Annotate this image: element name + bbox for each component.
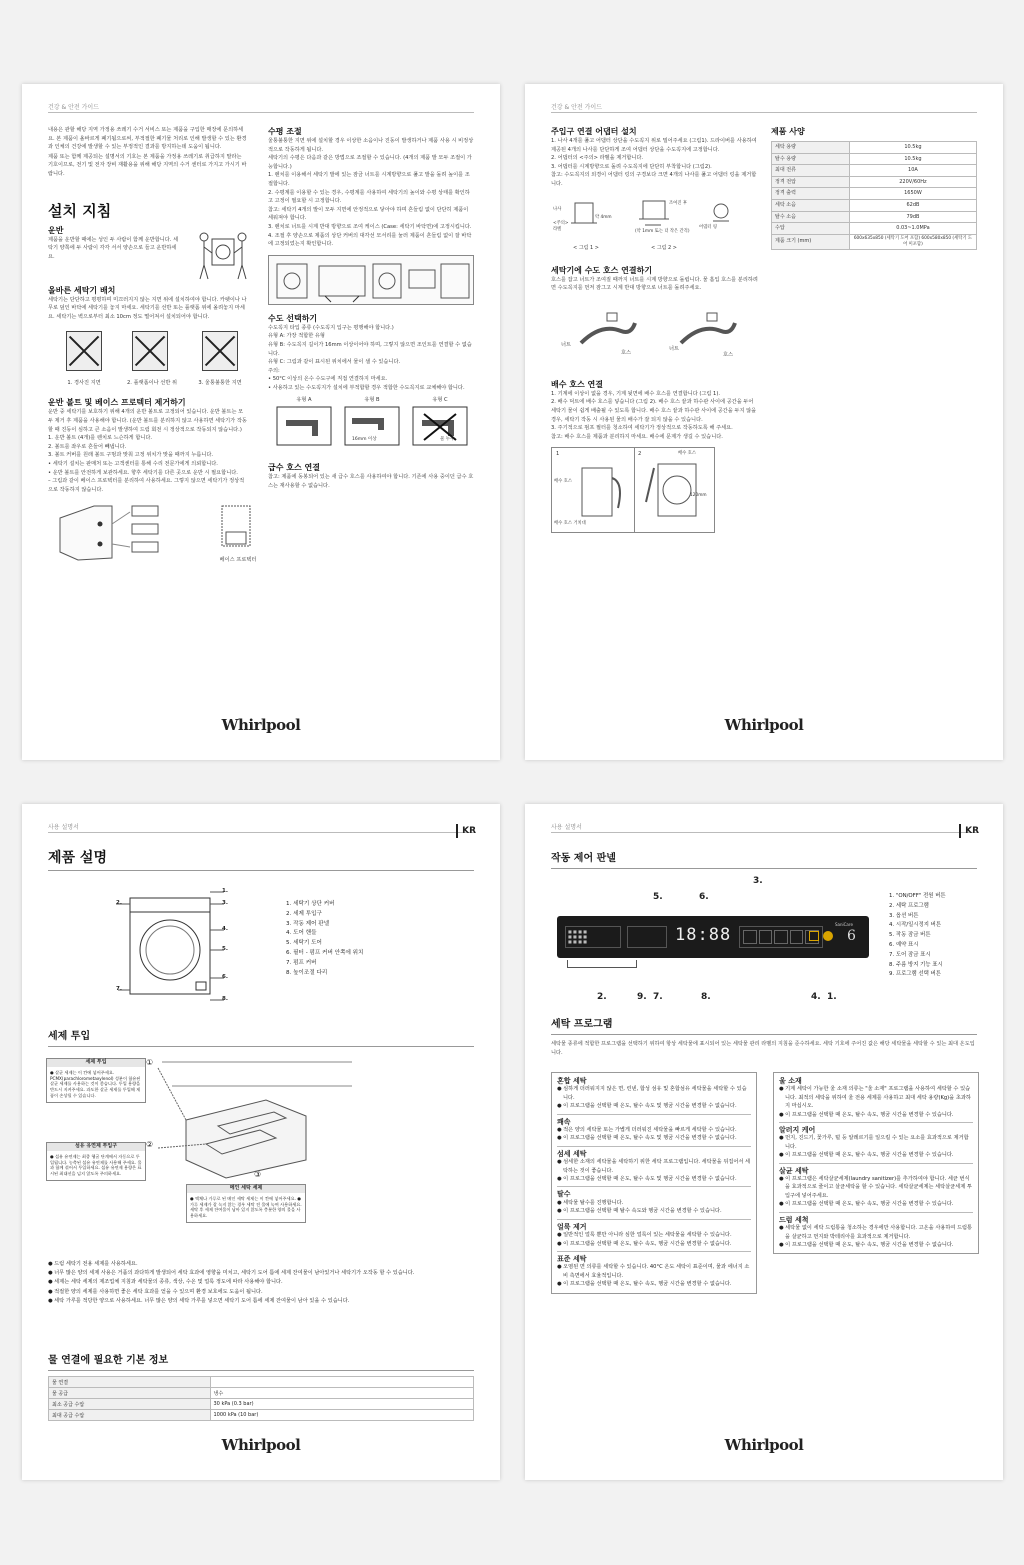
main-detergent-box bbox=[186, 1184, 306, 1223]
inlet-label-hose: 호스 bbox=[621, 349, 632, 356]
faucet-text: 수도꼭지 타입 종류 (수도꼭지 입구는 평행해야 합니다.) bbox=[268, 324, 394, 331]
spec-row: 탈수 용량 10.5kg bbox=[772, 153, 977, 165]
bolt-note: – 그림과 같이 베이스 프로텍터를 분리하여 사용하세요. 그렇지 않으면 세탁기가 정상적으로 작동하지 않습니다. bbox=[48, 478, 245, 493]
six-sense-logo: 6 bbox=[847, 928, 856, 944]
inlet-heading: 세탁기에 수도 호스 연결하기 bbox=[551, 265, 653, 275]
right-column bbox=[268, 126, 474, 491]
sloped-floor-x-icon bbox=[66, 331, 102, 371]
part-num: 4. bbox=[222, 926, 228, 932]
program-name: 알러지 케어 bbox=[779, 1126, 816, 1135]
softener-box bbox=[46, 1142, 146, 1181]
page-control-panel bbox=[525, 804, 1003, 1480]
placement-heading: 올바른 세탁기 배치 bbox=[48, 285, 116, 295]
whirlpool-logo: Whirlpool bbox=[221, 716, 301, 734]
header-divider bbox=[48, 832, 474, 833]
level-step: 1. 렌치를 이용해서 세탁기 발에 있는 잠금 너트를 시계방향으로 풀고 발을 돌려 높이를 조절합니다. bbox=[268, 172, 470, 187]
detergent-heading: 세제 투입 bbox=[48, 1031, 91, 1042]
transport-text: 제품을 운반할 때에는 성인 두 사람이 함께 운반합니다. 세탁기 양쪽에 두 사람이 각각 서서 양손으로 들고 운반하세요. bbox=[48, 236, 179, 260]
drain-label-hose: 배수 호스 bbox=[678, 451, 696, 457]
detergent-drawer-illustration bbox=[156, 1060, 356, 1180]
hose-text: 참고: 제품에 동봉되어 있는 새 급수 호스를 사용하여야 합니다. 기존에 사용 중이던 급수 호스는 재사용할 수 없습니다. bbox=[268, 474, 474, 490]
part-num: 2. bbox=[116, 900, 122, 906]
washer-diagram bbox=[114, 886, 234, 1006]
program-name: 섬세 세탁 bbox=[557, 1149, 587, 1158]
sanicare-badge: SaniCare bbox=[835, 922, 853, 927]
faucet-text: 유형 B: 수도꼭지 길이가 16mm 이상이어야 하며, 그렇지 않으면 조인트를 연결할 수 없습니다. bbox=[268, 341, 472, 357]
digit-display: 18:88 bbox=[675, 925, 732, 945]
left-column bbox=[48, 126, 257, 568]
adapter-fig2-caption: < 그림 2 > bbox=[651, 244, 677, 251]
program-name: 표준 세탁 bbox=[557, 1254, 587, 1263]
drain-label-height: 120mm bbox=[690, 493, 707, 499]
page-health-safety-2 bbox=[525, 84, 1003, 760]
program-desc: ● 섬세한 소재의 세탁물을 세탁하기 위한 세탁 프로그램입니다. 세탁물을 뒤집어서 세탁하는 것이 좋습니다. bbox=[557, 1159, 751, 1174]
program-name: 드럼 세척 bbox=[779, 1215, 809, 1224]
program-desc: ● 세탁물 탈수를 진행합니다. bbox=[557, 1199, 624, 1206]
part-num: 3. bbox=[222, 900, 228, 906]
program-desc: ● 이 프로그램을 선택할 때 탈수 속도와 헹굼 시간을 변경할 수 있습니다. bbox=[557, 1208, 722, 1215]
parts-list bbox=[286, 900, 363, 978]
intro-paragraph: 내용은 관할 해당 지역 가정용 쓰레기 수거 서비스 또는 제품을 구입한 매장에 문의하세요. 본 제품이 올바르게 폐기됨으로써, 부적절한 폐기물 처리로 인해 발생할 수 있는 환경과 인체의 건강에 발생할 수 있는 부정적인 결과를 방지하는데 도움이 됩니다. bbox=[48, 127, 247, 151]
adapter-label-tightened: 조여진 후 bbox=[669, 200, 687, 206]
program-heading: 세탁 프로그램 bbox=[551, 1019, 613, 1030]
adapter-note: 참고: 수도꼭지의 외경이 어댑터 링의 구경보다 크면 4개의 나사를 풀고 어댑터 링을 제거합니다. bbox=[551, 172, 757, 187]
control-item: 1. "ON/OFF" 전원 버튼 bbox=[889, 893, 946, 899]
faucet-types-figure bbox=[268, 396, 474, 458]
program-desc: ● 오염된 면 의류를 세탁할 수 있습니다. 40°C 온도 세탁이 표준이며, 물과 에너지 소비 측면에서 효율적입니다. bbox=[557, 1264, 750, 1279]
program-intro: 세탁물 종류에 적합한 프로그램을 선택하기 위하여 항상 세탁물에 표시되어 있는 세탁물 관리 라벨의 지침을 준수하세요. 세탁 기호에 주어진 값은 해당 세탁물을 세탁할 수 있는 최대 온도입니다. bbox=[551, 1041, 975, 1056]
spec-row: 정격 출력 1650W bbox=[772, 188, 977, 200]
detergent-note: ● 세제는 세탁 세제의 제조업체 지침과 세탁물의 종류, 색상, 수온 및 얼룩 정도에 따라 사용해야 합니다. bbox=[48, 1279, 283, 1286]
control-item: 4. 시작/일시정지 버튼 bbox=[889, 922, 942, 929]
detergent-note: ● 적절한 양의 세제를 사용하면 좋은 세탁 효과를 얻을 수 있으며 환경 보호에도 도움이 됩니다. bbox=[48, 1288, 263, 1295]
program-desc: ● 기계 세탁이 가능한 울 소재 의류는 "울 소재" 프로그램을 사용하여 세탁할 수 있습니다. 최적의 세탁을 위하여 울 전용 세제를 사용하고 최대 세탁 용량(Kg)을 초과하지 마십시오. bbox=[779, 1086, 971, 1110]
language-tag: KR bbox=[462, 826, 476, 836]
control-item: 2. 세탁 프로그램 bbox=[889, 902, 929, 909]
part-item: 5. 세탁기 도어 bbox=[286, 940, 322, 947]
bolt-heading: 운반 볼트 및 베이스 프로텍터 제거하기 bbox=[48, 398, 186, 408]
hose-heading: 급수 호스 연결 bbox=[268, 463, 320, 473]
start-pause-button[interactable] bbox=[809, 931, 819, 941]
part-num: 6. bbox=[222, 974, 228, 980]
program-name: 쾌속 bbox=[557, 1117, 571, 1126]
placement-caption: 2. 플랫폼이나 선반 위 bbox=[127, 380, 177, 387]
spec-row: 세탁 소음 62dB bbox=[772, 199, 977, 211]
softener-box-title: 섬유 유연제 투입구 bbox=[47, 1143, 145, 1151]
level-heading: 수평 조절 bbox=[268, 127, 302, 136]
level-text: 울퉁불퉁한 지면 위에 설치할 경우 이상한 소음이나 진동이 발생하거나 제품 사용 시 비정상적으로 작동하게 됩니다. bbox=[268, 138, 474, 153]
program-desc: ● 적은 양의 세탁물 또는 가볍게 더러워진 세탁물을 빠르게 세탁할 수 있습니다. bbox=[557, 1127, 737, 1134]
program-desc: ● 이 프로그램을 선택할 때 온도, 탈수 속도 및 헹굼 시간을 변경할 수 없습니다. bbox=[557, 1135, 737, 1142]
leveling-illustration bbox=[268, 255, 474, 305]
page-title: 제품 설명 bbox=[48, 850, 107, 866]
spec-row: 제품 크기 (mm) 600x635x850 (세탁기 도어 포함) 600x580x850 (세탁기 도어 미포함) bbox=[772, 234, 977, 249]
faucet-type-c-label: 유형 C bbox=[432, 397, 448, 404]
bolt-note: • 세탁기 설치는 판매처 또는 고객센터를 통해 수리 전문가에게 의뢰합니다. bbox=[48, 460, 218, 467]
panel-callout: 5. bbox=[653, 892, 663, 902]
detergent-notes bbox=[48, 1260, 468, 1306]
program-desc: ● 세탁물 없이 세탁 드럼통을 청소하는 경우에만 사용합니다. 고온을 사용하여 드럼통을 살균하고 먼지와 박테리아를 효과적으로 제거합니다. bbox=[779, 1225, 973, 1240]
main-detergent-box-title: 메인 세탁 세제 bbox=[187, 1185, 305, 1193]
panel-callout: 6. bbox=[699, 892, 709, 902]
panel-callout: 2. bbox=[597, 992, 607, 1002]
control-item: 5. 작동 잠금 버튼 bbox=[889, 932, 931, 939]
drain-step: 1. 기계에 이상이 없을 경우, 기계 뒷면에 배수 호스를 연결합니다 (그림 1). bbox=[551, 390, 721, 397]
circle-num: ③ bbox=[254, 1170, 262, 1179]
main-detergent-box-text: ● 액체나 가루로 된 메인 세탁 세제는 이 칸에 넣어주세요. ● 가루 세제가 잘 녹지 않는 경우 세탁 전 물에 녹여 사용하세요. 세탁 후 세제 잔여물이 남아 있지 않도록 충분한 양의 물을 사용하세요. bbox=[190, 1195, 302, 1219]
adapter-label-gap: 약 4mm bbox=[595, 214, 612, 220]
faucet-text: 주의: bbox=[268, 367, 280, 374]
page-title: 작동 제어 판넬 bbox=[551, 853, 616, 864]
program-desc: ● 일반적인 얼룩 뿐만 아니라 심한 얼룩이 있는 세탁물을 세탁할 수 있습니다. bbox=[557, 1232, 732, 1239]
adapter-heading: 주입구 연결 어댑터 설치 bbox=[551, 127, 637, 136]
program-desc: ● 이 프로그램을 선택할 때 온도, 탈수 속도, 헹굼 시간을 변경할 수 있습니다. bbox=[779, 1201, 954, 1208]
level-step: 2. 수평계를 이용할 수 있는 경우, 수평계를 사용하여 세탁기의 높이와 수평 상태를 확인하고 고정이 필요할 시 고정합니다. bbox=[268, 189, 470, 205]
page-product-description bbox=[22, 804, 500, 1480]
part-item: 1. 세탁기 상단 커버 bbox=[286, 901, 335, 907]
part-num: 5. bbox=[222, 946, 228, 952]
control-item: 7. 도어 잠금 표시 bbox=[889, 951, 931, 958]
part-item: 7. 펌프 커버 bbox=[286, 959, 317, 966]
page-health-safety-1 bbox=[22, 84, 500, 760]
program-name: 얼룩 제거 bbox=[557, 1222, 587, 1231]
control-item: 9. 프로그램 선택 버튼 bbox=[889, 971, 941, 978]
left-column bbox=[551, 126, 759, 533]
detergent-box-title: 세제 투입 bbox=[47, 1059, 145, 1067]
drain-fig-num: 1 bbox=[556, 451, 560, 458]
spec-row: 탈수 소음 79dB bbox=[772, 211, 977, 223]
faucet-text: • 사용하고 있는 수도꼭지가 설치에 부적합할 경우 적합한 수도꼭지로 교체해야 합니다. bbox=[268, 384, 465, 391]
platform-x-icon bbox=[132, 331, 168, 371]
circle-num: ① bbox=[146, 1058, 154, 1067]
faucet-heading: 수도 선택하기 bbox=[268, 313, 318, 323]
adapter-label-screw: 나사 bbox=[553, 206, 562, 212]
panel-callout: 8. bbox=[701, 992, 711, 1002]
control-list bbox=[889, 892, 946, 980]
header-divider bbox=[551, 832, 977, 833]
adapter-fig1-caption: < 그림 1 > bbox=[573, 244, 599, 251]
level-step: 4. 조절 후 양손으로 제품의 상단 커버의 대각선 모서리를 눌러 제품이 흔들림 없이 잘 바닥에 고정되었는지 확인합니다. bbox=[268, 232, 472, 248]
adapter-label-gap-small: (약 1mm 또는 더 작은 간격) bbox=[635, 228, 690, 234]
inlet-figure bbox=[551, 299, 759, 375]
faucet-text: • 50°C 이상의 온수 수도구에 직접 연결하지 마세요. bbox=[268, 376, 388, 383]
program-desc: ● 이 프로그램을 선택할 때 온도, 탈수 속도, 헹굼 시간을 변경할 수 있습니다. bbox=[779, 1152, 954, 1159]
program-dial[interactable]: ■ ■ ■ ■ ■ ■ ■ ■ ■ ■ ■ ■ bbox=[565, 926, 621, 948]
drain-label-holder: 배수 호스 거치대 bbox=[554, 521, 586, 527]
detergent-note: ● 너무 많은 양의 세제 사용은 거품의 과다하게 발생되어 세탁 효과에 영향을 미치고, 세탁기 도어 틈에 세제 잔여물이 남아있거나 세탁기가 오작동 할 수 있습니다. bbox=[48, 1270, 415, 1277]
bolt-step: 3. 볼트 커버를 원래 볼트 구멍과 맞춰 고정 위치가 맞을 때까지 누릅니다. bbox=[48, 452, 214, 459]
adapter-step: 3. 어댑터를 시계방향으로 돌려 수도꼭지에 단단히 부착합니다 (그림2). bbox=[551, 163, 712, 170]
page-header: 건강 & 안전 가이드 bbox=[48, 104, 99, 111]
panel-callout: 9. bbox=[637, 992, 647, 1002]
program-buttons[interactable] bbox=[627, 926, 667, 948]
inlet-text: 호스를 잡고 너트가 조여질 때까지 너트를 시계 방향으로 돌립니다. 물 흡입 호스를 분리하려면 수도꼭지를 먼저 잠그고 시계 반대 방향으로 너트를 돌려주세요. bbox=[551, 276, 758, 292]
program-name: 혼합 세탁 bbox=[557, 1077, 587, 1085]
detergent-note: ● 드럼 세탁기 전용 세제를 사용하세요. bbox=[48, 1261, 138, 1267]
drain-label-hose: 배수 호스 bbox=[554, 479, 572, 485]
bolt-removal-figure bbox=[48, 500, 257, 568]
page-header: 사용 설명서 bbox=[551, 824, 582, 831]
uneven-floor-x-icon bbox=[202, 331, 238, 371]
drain-note: 참고: 배수 호스를 제품과 분리하지 마세요. 배수에 문제가 생길 수 있습니다. bbox=[551, 433, 723, 440]
panel-callout: 4. bbox=[811, 992, 821, 1002]
faucet-type-a-label: 유형 A bbox=[296, 397, 312, 404]
program-desc: ● 이 프로그램을 선택할 때 온도, 탈수 속도 및 헹굼 시간을 변경할 수 없습니다. bbox=[557, 1176, 737, 1183]
bolt-step: 1. 운반 볼트 (4개)를 렌치로 느슨하게 합니다. bbox=[48, 435, 153, 442]
program-desc: ● 먼지, 진드기, 꽃가루, 털 등 알레르기를 일으킬 수 있는 요소를 효과적으로 제거합니다. bbox=[779, 1135, 969, 1150]
panel-callout: 7. bbox=[653, 992, 663, 1002]
inlet-label-nut: 너트 bbox=[561, 341, 572, 348]
faucet-text: 유형 A: 가장 적합한 유형 bbox=[268, 333, 325, 340]
spec-row: 정격 전압 220V/60Hz bbox=[772, 176, 977, 188]
part-item: 4. 도어 핸들 bbox=[286, 930, 317, 937]
water-heading: 물 연결에 필요한 기본 정보 bbox=[48, 1355, 169, 1366]
page-header: 건강 & 안전 가이드 bbox=[551, 104, 602, 111]
water-row: 최대 공급 수압 1000 kPa (10 bar) bbox=[49, 1410, 474, 1421]
kr-marker bbox=[456, 824, 458, 838]
level-step: 3. 렌치로 너트를 시계 반대 방향으로 조여 케이스 (Case: 세탁기 바닥면)에 고정시킵니다. bbox=[268, 223, 472, 230]
drain-hose-illustration bbox=[562, 458, 706, 528]
detergent-note: ● 세탁 가루를 적당한 양으로 사용하세요. 너무 많은 양의 세탁 가루를 넣으면 세탁기 도어 틈에 세제 잔여물이 남아 있을 수 있습니다. bbox=[48, 1297, 350, 1304]
header-divider bbox=[48, 112, 474, 113]
adapter-step: 1. 나사 4개를 풀고 어댑터 상단을 수도꼭지 위로 밀어주세요 (그림1). 드라이버를 사용하여 제공된 4개의 나사를 단단하게 조여 어댑터 상단을 수도꼭지에 고정합니다. bbox=[551, 138, 757, 153]
adapter-label-caution: <주의> 라벨 bbox=[553, 220, 569, 232]
control-item: 6. 예약 표시 bbox=[889, 941, 919, 948]
placement-figures bbox=[48, 327, 248, 393]
part-item: 6. 필터 - 펌프 커버 안쪽에 위치 bbox=[286, 949, 364, 956]
page-header: 사용 설명서 bbox=[48, 824, 79, 831]
faucet-type-b-label: 유형 B bbox=[364, 397, 380, 404]
spec-row: 수압 0.03~1.0MPa bbox=[772, 223, 977, 235]
bolt-step: 2. 볼트를 좌우로 흔들어 빼냅니다. bbox=[48, 443, 127, 450]
faucet-b-note: 16mm 이상 bbox=[352, 437, 377, 443]
language-tag: KR bbox=[965, 826, 979, 836]
right-column bbox=[771, 126, 977, 250]
part-num: 7. bbox=[116, 986, 122, 992]
placement-caption: 1. 경사진 지면 bbox=[67, 380, 101, 387]
intro-paragraph: 제품 또는 함께 제공되는 설명서의 기호는 본 제품을 가정용 쓰레기로 취급하지 말라는 기호이므로, 전기 및 전자 장비 재활용을 위해 해당 지역의 수거 센터로 가지고 가시기 바랍니다. bbox=[48, 153, 247, 177]
bolt-text: 운반 중 세탁기를 보호하기 위해 4개의 운반 볼트로 고정되어 있습니다. 운반 볼트는 모두 제거 후 제품을 사용해야 합니다. (운반 볼트를 분리하지 않고 사용하면 세탁기가 작동할 때 진동이 심하고 큰 소음이 발생하여 드럼 회전 시 정상적으로 작동되지 않습니다.) bbox=[48, 409, 247, 433]
water-table bbox=[48, 1376, 474, 1421]
part-item: 3. 작동 제어 판넬 bbox=[286, 920, 330, 927]
adapter-step: 2. 어댑터의 <주의> 라벨을 제거합니다. bbox=[551, 155, 644, 162]
water-row: 최소 공급 수압 30 kPa (0.3 bar) bbox=[49, 1399, 474, 1410]
whirlpool-logo: Whirlpool bbox=[724, 1436, 804, 1454]
adapter-figure bbox=[551, 193, 759, 259]
program-desc: ● 이 프로그램을 선택할 때 온도, 탈수 속도, 헹굼 시간을 변경할 수 있습니다. bbox=[779, 1111, 954, 1118]
program-desc: ● 이 프로그램을 선택할 때 온도, 탈수 속도, 헹굼 시간을 변경할 수 없습니다. bbox=[557, 1240, 732, 1247]
detergent-box-text: ● 살균 세제는 이 칸에 넣어주세요. PCMX(parachlorometaxylenol) 성분이 함유된 살균 세제를 사용하는 것이 좋습니다. 투입 용량을 반드시 지켜주세요. 과도한 살균 세제를 투입해 제품이 손상될 수 있습니다. bbox=[50, 1069, 141, 1098]
section-title: 설치 지침 bbox=[48, 201, 112, 220]
inlet-label-nut: 너트 bbox=[669, 345, 680, 352]
kr-marker bbox=[959, 824, 961, 838]
level-text: 세탁기의 수평은 다음과 같은 방법으로 조절할 수 있습니다. (4개의 제품 발 모두 조절이 가능합니다.) bbox=[268, 155, 472, 170]
bolt-note: • 운반 볼트를 안전하게 보관하세요. 향후 세탁기를 다른 곳으로 운반 시 필요합니다. bbox=[48, 469, 238, 476]
base-protector-illustration bbox=[216, 502, 256, 554]
water-row: 물 공급 냉수 bbox=[49, 1388, 474, 1399]
whirlpool-logo: Whirlpool bbox=[724, 716, 804, 734]
program-desc: ● 이 프로그램을 선택할 때 온도, 탈수 속도, 헹굼 시간을 변경할 수 없습니다. bbox=[779, 1241, 954, 1248]
level-note: 참고: 세탁기 4개의 발이 모두 지면에 안정적으로 닿아야 하며 흔들림 없이 단단히 제품이 세워져야 합니다. bbox=[268, 206, 469, 222]
circle-num: ② bbox=[146, 1140, 154, 1149]
drain-fig-num: 2 bbox=[638, 451, 642, 458]
program-name: 울 소재 bbox=[779, 1077, 802, 1085]
softener-box-text: ● 섬유 유연제는 최종 헹굴 단계에서 자동으로 투입됩니다. 농축된 섬유 유연제를 사용해 주세요. 물과 함께 섞어서 투입하세요. 섬유 유연제 용량은 표시된 최대선을 넘지 않도록 주의하세요. bbox=[50, 1153, 142, 1177]
faucet-text: 유형 C: 그림과 같이 표시된 위치에서 물이 샐 수 있습니다. bbox=[268, 359, 401, 366]
program-desc: ● 이 프로그램을 선택할 때 온도, 탈수 속도, 헹굼 시간을 변경할 수 없습니다. bbox=[557, 1281, 732, 1288]
spec-row: 세탁 용량 10.5kg bbox=[772, 142, 977, 154]
spec-heading: 제품 사양 bbox=[771, 127, 805, 136]
water-row: 물 연결 bbox=[49, 1377, 474, 1388]
program-box-left bbox=[551, 1072, 757, 1294]
part-item: 2. 세제 투입구 bbox=[286, 910, 322, 917]
part-num: 1. bbox=[222, 888, 228, 894]
drain-heading: 배수 호스 연결 bbox=[551, 379, 603, 389]
placement-caption: 3. 울퉁불퉁한 지면 bbox=[198, 380, 242, 387]
program-box-right bbox=[773, 1072, 979, 1254]
panel-callout: 3. bbox=[753, 876, 763, 886]
two-people-carrying-illustration bbox=[196, 225, 250, 281]
header-divider bbox=[551, 112, 977, 113]
power-button[interactable] bbox=[823, 931, 833, 941]
part-item: 8. 높이조절 다리 bbox=[286, 969, 328, 976]
program-desc: ● 심하게 더러워지지 않은 면, 린넨, 합성 섬유 및 혼합섬유 세탁물을 세탁할 수 있습니다. bbox=[557, 1086, 747, 1101]
control-item: 8. 주름 방지 기능 표시 bbox=[889, 961, 943, 968]
base-protector-label: 베이스 프로텍터 bbox=[219, 557, 257, 564]
faucet-a-icon bbox=[276, 406, 332, 446]
adapter-label-ring: 어댑터 링 bbox=[699, 224, 717, 230]
program-name: 살균 세탁 bbox=[779, 1166, 809, 1175]
transport-heading: 운반 bbox=[48, 225, 64, 235]
control-item: 3. 옵션 버튼 bbox=[889, 912, 919, 919]
drain-step: 3. 주기적으로 펌프 필터를 청소하여 세탁기가 정상적으로 작동하도록 해 주세요. bbox=[551, 425, 733, 432]
inlet-label-hose: 호스 bbox=[723, 351, 734, 358]
faucet-c-note: 물 누수 bbox=[440, 437, 455, 443]
spec-row: 최대 전류 10A bbox=[772, 165, 977, 177]
placement-text: 세탁기는 단단하고 평평하며 미끄러지지 않는 지면 위에 설치하여야 합니다. 카펫이나 나무로 덮인 바닥에 세탁기를 놓지 마세요. 세탁기를 선반 또는 플랫폼 위에 올려놓지 마세요. 세탁기는 벽으로부터 최소 10cm 정도 떨어져서 설치되어야 합니다. bbox=[48, 296, 247, 320]
washer-back-bolts-illustration bbox=[54, 500, 174, 562]
control-panel-display bbox=[557, 916, 869, 958]
program-desc: ● 이 프로그램을 선택할 때 온도, 탈수 속도 및 헹굼 시간을 변경할 수 없습니다. bbox=[557, 1103, 737, 1110]
detergent-box bbox=[46, 1058, 146, 1103]
drain-step: 2. 배수 덕트에 배수 호스를 넣습니다 (그림 2). 배수 호스 끝과 하수관 사이에 공간을 두어 세탁기 물이 쉽게 배출될 수 있도록 합니다. 배수 호스 끝과 하수관 사이에 공간을 두지 않을 경우, 세탁기 작동 시 사용된 물의 배수가 잘 되지 않을 수 있습니다. bbox=[551, 399, 757, 423]
spec-table bbox=[771, 141, 977, 250]
whirlpool-logo: Whirlpool bbox=[221, 1436, 301, 1454]
program-name: 탈수 bbox=[557, 1190, 571, 1199]
panel-callout: 1. bbox=[827, 992, 837, 1002]
part-num: 8. bbox=[222, 996, 228, 1002]
program-desc: ● 이 프로그램은 세탁살균세제(laundry sanitizer)를 추가하여야 합니다. 세균 번식을 효과적으로 줄이고 살균세탁을 할 수 있습니다. 세탁살균세제는 세탁살균세제 투입구에 넣어주세요. bbox=[779, 1176, 972, 1199]
drain-figure bbox=[551, 447, 715, 533]
